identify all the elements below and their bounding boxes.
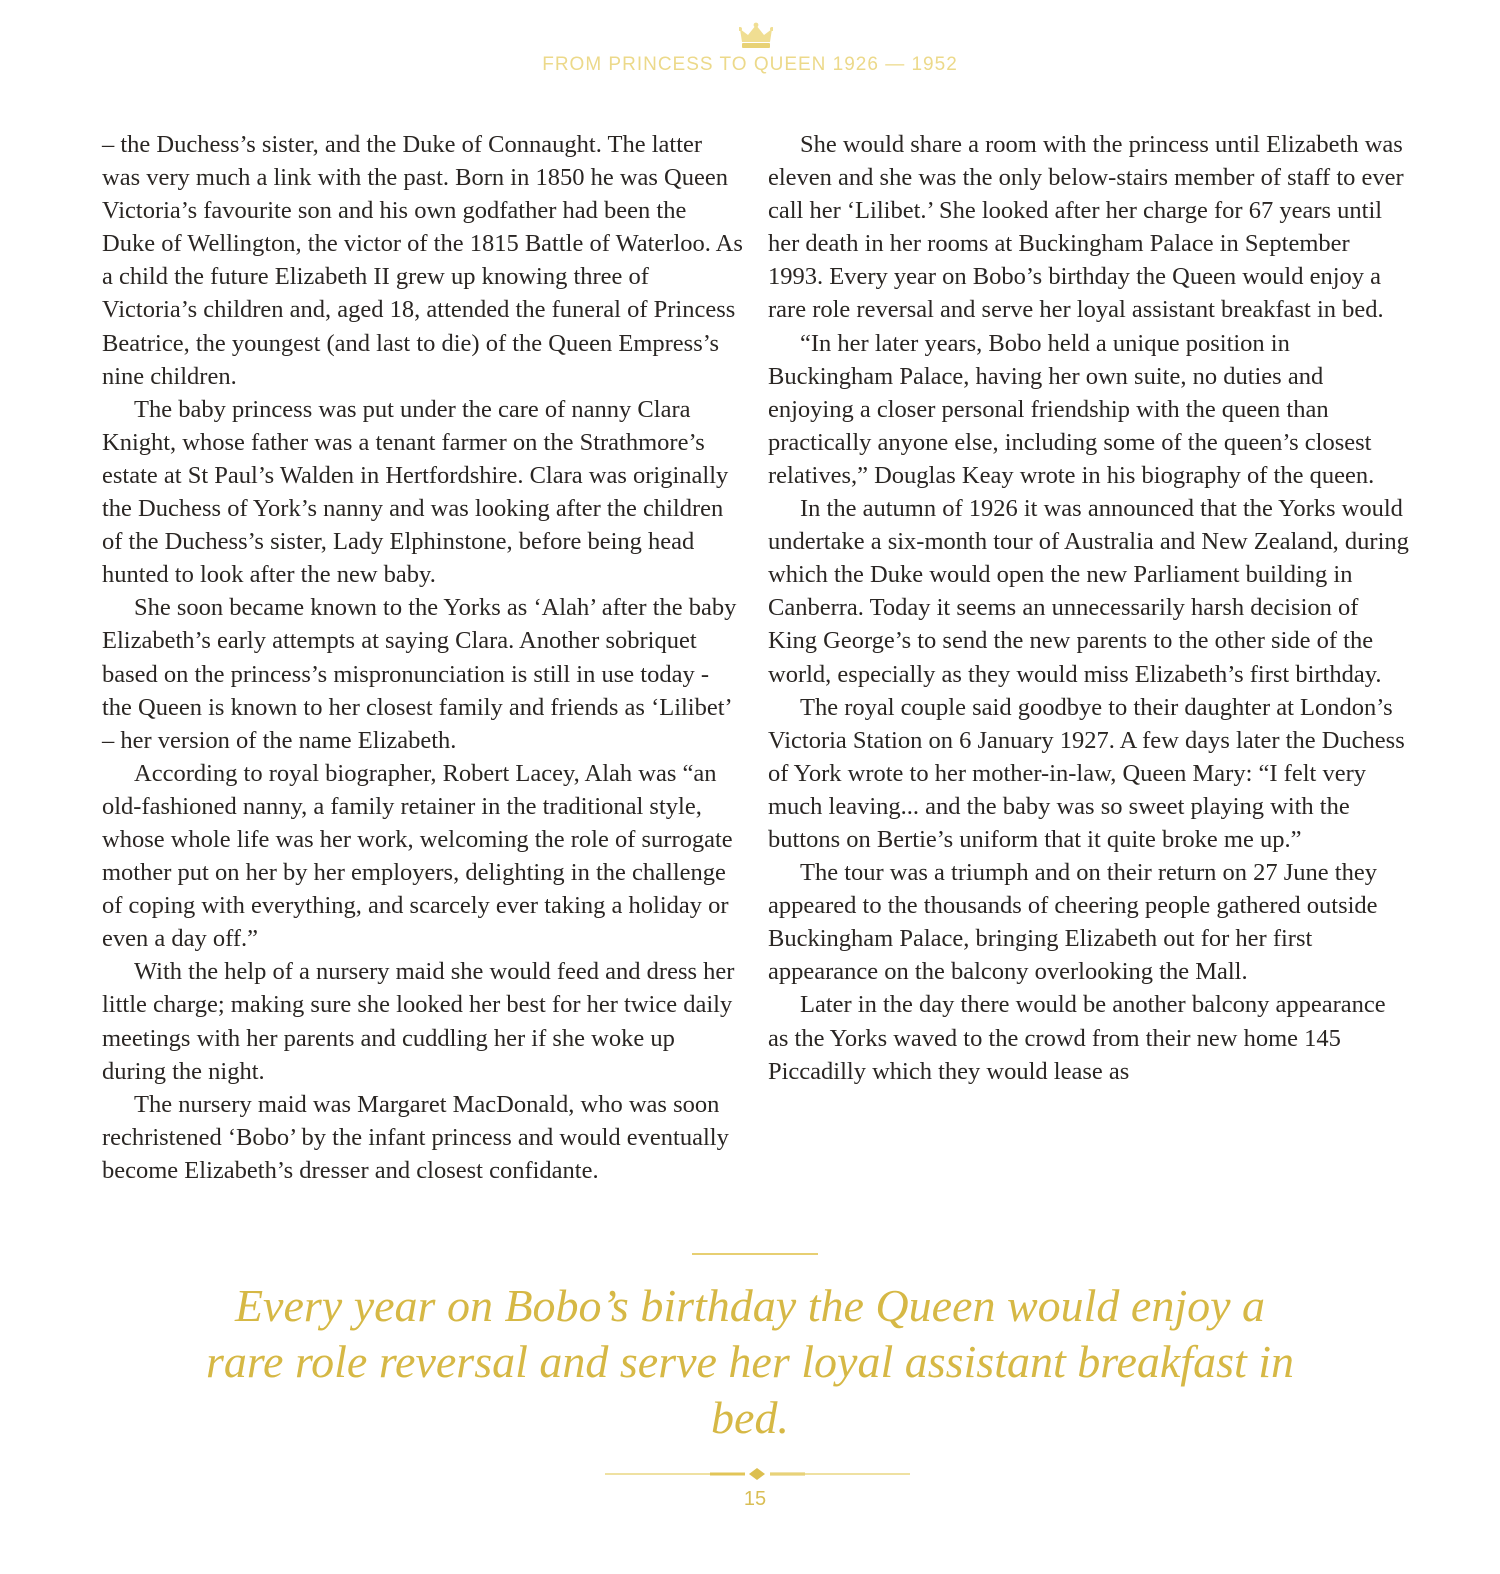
page-number: 15 xyxy=(743,1488,767,1510)
paragraph: In the autumn of 1926 it was announced that the Yorks would undertake a six-month tour of Australia and New Zealand, during which the Duke would open the new Parliament building in Canberra. Today it seems an unnecessarily harsh decision of King George’s to send the new parents to the other side of the world, especially as they would miss Elizabeth’s first birthday. xyxy=(768,495,1409,688)
paragraph: The baby princess was put under the care of nanny Clara Knight, whose father was a tenant farmer on the Strathmore’s estate at St Paul’s Walden in Hertfordshire. Clara was originally the Duchess of York’s nanny and was looking after the children of the Duchess’s sister, Lady Elphinstone, before being head hunted to look after the new baby. xyxy=(102,395,729,589)
pull-quote-top-rule xyxy=(692,1253,818,1255)
diamond-ornament-icon xyxy=(749,1468,765,1480)
paragraph: “In her later years, Bobo held a unique position in Buckingham Palace, having her own suite, no duties and enjoying a closer personal friendship with the queen than practically anyone else, including some of the queen’s closest relatives,” Douglas Keay wrote in his biography of the queen. xyxy=(768,329,1375,489)
paragraph: Later in the day there would be another balcony appearance as the Yorks waved to the crowd from their new home 145 Piccadilly which they would lease as xyxy=(768,991,1386,1085)
running-header: FROM PRINCESS TO QUEEN 1926 — 1952 xyxy=(542,54,958,75)
paragraph: The royal couple said goodbye to their daughter at London’s Victoria Station on 6 January 1927. A few days later the Duchess of York wrote to her mother-in-law, Queen Mary: “I felt very much leaving... and the baby was so sweet playing with the buttons on Bertie’s uniform that it quite broke me up.” xyxy=(768,693,1405,853)
right-column xyxy=(768,128,1410,1088)
paragraph: She would share a room with the princess until Elizabeth was eleven and she was the only below-stairs member of staff to ever call her ‘Lilibet.’ She looked after her charge for 67 years until her death in her rooms at Buckingham Palace in September 1993. Every year on Bobo’s birthday the Queen would enjoy a rare role reversal and serve her loyal assistant breakfast in bed. xyxy=(768,131,1404,324)
paragraph: With the help of a nursery maid she would feed and dress her little charge; making sure she looked her best for her twice daily meetings with her parents and cuddling her if she woke up during the night. xyxy=(102,958,735,1085)
paragraph: The tour was a triumph and on their return on 27 June they appeared to the thousands of cheering people gathered outside Buckingham Palace, bringing Elizabeth out for her first appearance on the balcony overlooking the Mall. xyxy=(768,859,1378,986)
paragraph: The nursery maid was Margaret MacDonald, who was soon rechristened ‘Bobo’ by the infant princess and would eventually become Elizabeth’s dresser and closest confidante. xyxy=(102,1090,729,1184)
paragraph: She soon became known to the Yorks as ‘Alah’ after the baby Elizabeth’s early attempts at saying Clara. Another sobriquet based on the princess’s mispronunciation is still in use today - the Queen is known to her closest family and friends as ‘Lilibet’ – her version of the name Elizabeth. xyxy=(102,594,737,754)
left-column xyxy=(102,128,744,1187)
pull-quote: Every year on Bobo’s birthday the Queen would enjoy a rare role reversal and serve her loyal assistant breakfast in bed. xyxy=(205,1280,1295,1443)
ornamental-divider xyxy=(605,1466,910,1482)
paragraph: According to royal biographer, Robert Lacey, Alah was “an old-fashioned nanny, a family retainer in the traditional style, whose whole life was her work, welcoming the role of surrogate mother put on her by her employers, delighting in the challenge of coping with everything, and scarcely ever taking a holiday or even a day off.” xyxy=(102,759,733,953)
paragraph: – the Duchess’s sister, and the Duke of Connaught. The latter was very much a link with the past. Born in 1850 he was Queen Victoria’s favourite son and his own godfather had been the Duke of Wellington, the victor of the 1815 Battle of Waterloo. As a child the future Elizabeth II grew up knowing three of Victoria’s children and, aged 18, attended the funeral of Princess Beatrice, the youngest (and last to die) of the Queen Empress’s nine children. xyxy=(102,131,743,390)
crown-icon xyxy=(739,22,773,50)
